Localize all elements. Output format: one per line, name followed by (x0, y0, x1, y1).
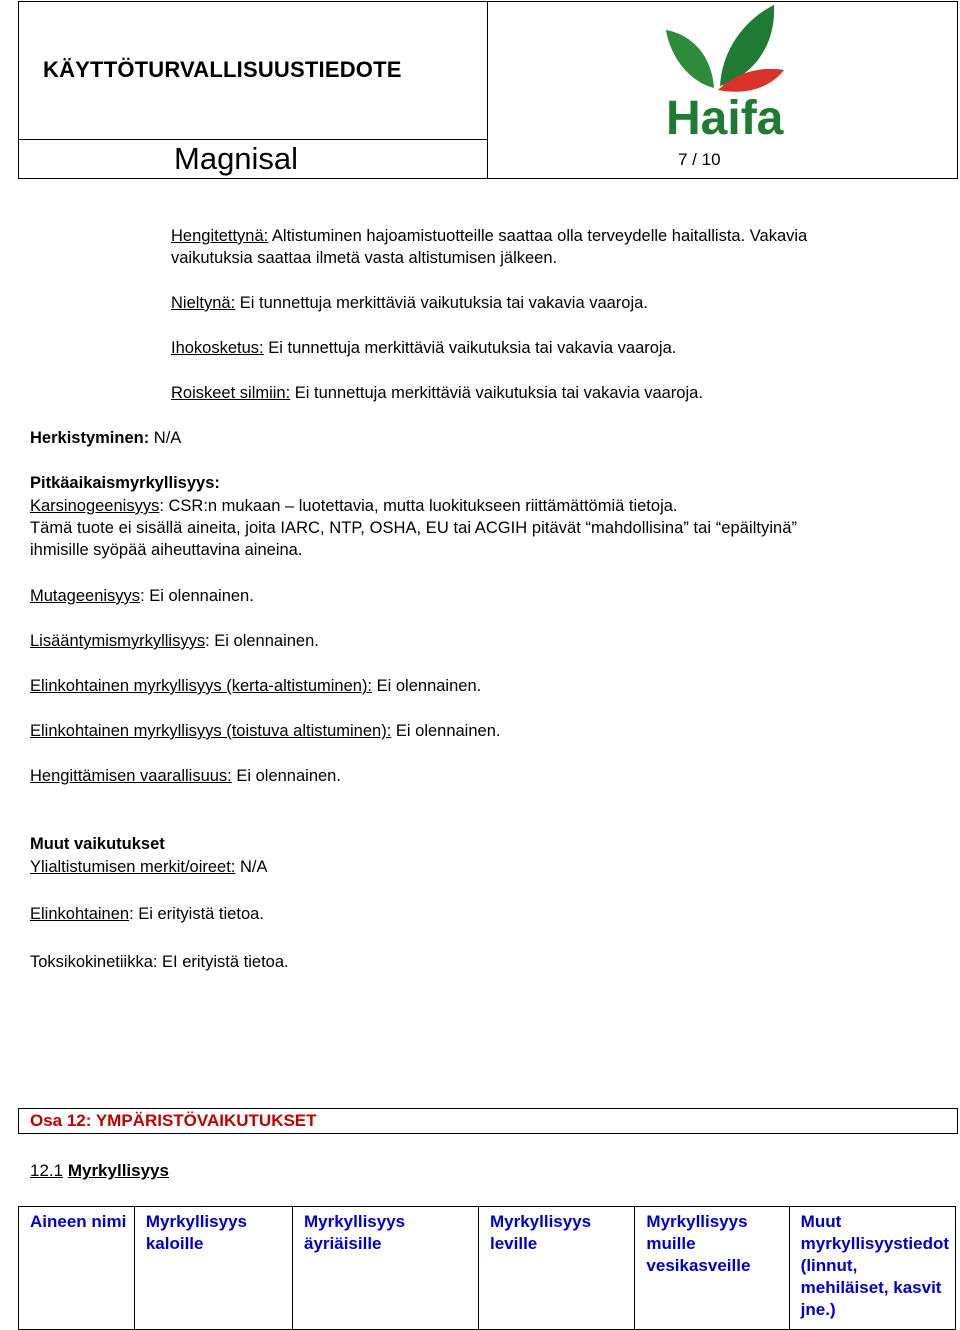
skin-line: Ihokosketus: Ei tunnettuja merkittäviä vaikutuksia tai vakavia vaaroja. (171, 339, 677, 357)
section-12-banner (18, 1108, 958, 1134)
header-divider (19, 139, 487, 140)
inhalation-line: Hengitettynä: Altistuminen hajoamistuotteille saattaa olla terveydelle haitallista. Vakavia (171, 227, 808, 245)
iarc-line-2: ihmisille syöpää aiheuttavina aineina. (30, 541, 303, 559)
inhalation-label: Hengitettynä: (171, 227, 269, 245)
overexposure-line: Ylialtistumisen merkit/oireet: N/A (30, 858, 268, 876)
column-header: Muut myrkyllisyystiedot (linnut, mehiläiset, kasvit jne.) (789, 1207, 955, 1330)
ingestion-line: Nieltynä: Ei tunnettuja merkittäviä vaikutuksia tai vakavia vaaroja. (171, 294, 648, 312)
column-header: Myrkyllisyys muille vesikasveille (635, 1207, 789, 1330)
carcinogenicity-line: Karsinogeenisyys: CSR:n mukaan – luotettavia, mutta luokitukseen riittämättömiä tietoja. (30, 497, 678, 515)
subsection-12-1: 12.1 Myrkyllisyys (30, 1161, 169, 1180)
inhalation-line-2: vaikutuksia saattaa ilmetä vasta altistumisen jälkeen. (171, 249, 558, 267)
page-number: 7 / 10 (678, 150, 721, 169)
reproductive-line: Lisääntymismyrkyllisyys: Ei olennainen. (30, 632, 319, 650)
product-name: Magnisal (174, 141, 299, 176)
document-title: KÄYTTÖTURVALLISUUSTIEDOTE (43, 57, 402, 82)
other-effects-heading: Muut vaikutukset (30, 835, 165, 853)
stot-repeat-line: Elinkohtainen myrkyllisyys (toistuva altistuminen): Ei olennainen. (30, 722, 501, 740)
haifa-logo (644, 0, 794, 140)
toxicity-table (18, 1206, 956, 1330)
sensitization-line: Herkistyminen: N/A (30, 429, 182, 447)
column-header: Aineen nimi (19, 1207, 135, 1330)
table-header-row (19, 1207, 956, 1330)
aspiration-line: Hengittämisen vaarallisuus: Ei olennainen. (30, 767, 341, 785)
document-header (18, 1, 958, 179)
section-12-title: Osa 12: YMPÄRISTÖVAIKUTUKSET (30, 1111, 317, 1130)
chronic-heading: Pitkäaikaismyrkyllisyys: (30, 474, 220, 492)
mutagenicity-line: Mutageenisyys: Ei olennainen. (30, 587, 254, 605)
column-header: Myrkyllisyys leville (479, 1207, 635, 1330)
column-header: Myrkyllisyys äyriäisille (293, 1207, 479, 1330)
target-organ-line: Elinkohtainen: Ei erityistä tietoa. (30, 905, 264, 923)
stot-single-line: Elinkohtainen myrkyllisyys (kerta-altistuminen): Ei olennainen. (30, 677, 482, 695)
eyes-line: Roiskeet silmiin: Ei tunnettuja merkittäviä vaikutuksia tai vakavia vaaroja. (171, 384, 703, 402)
toxicokinetics-line: Toksikokinetiikka: EI erityistä tietoa. (30, 953, 289, 971)
header-divider (487, 2, 488, 178)
column-header: Myrkyllisyys kaloille (134, 1207, 292, 1330)
logo-wordmark: Haifa (666, 92, 784, 140)
iarc-line-1: Tämä tuote ei sisällä aineita, joita IARC, NTP, OSHA, EU tai ACGIH pitävät “mahdollisina” tai “epäiltyinä” (30, 519, 798, 537)
